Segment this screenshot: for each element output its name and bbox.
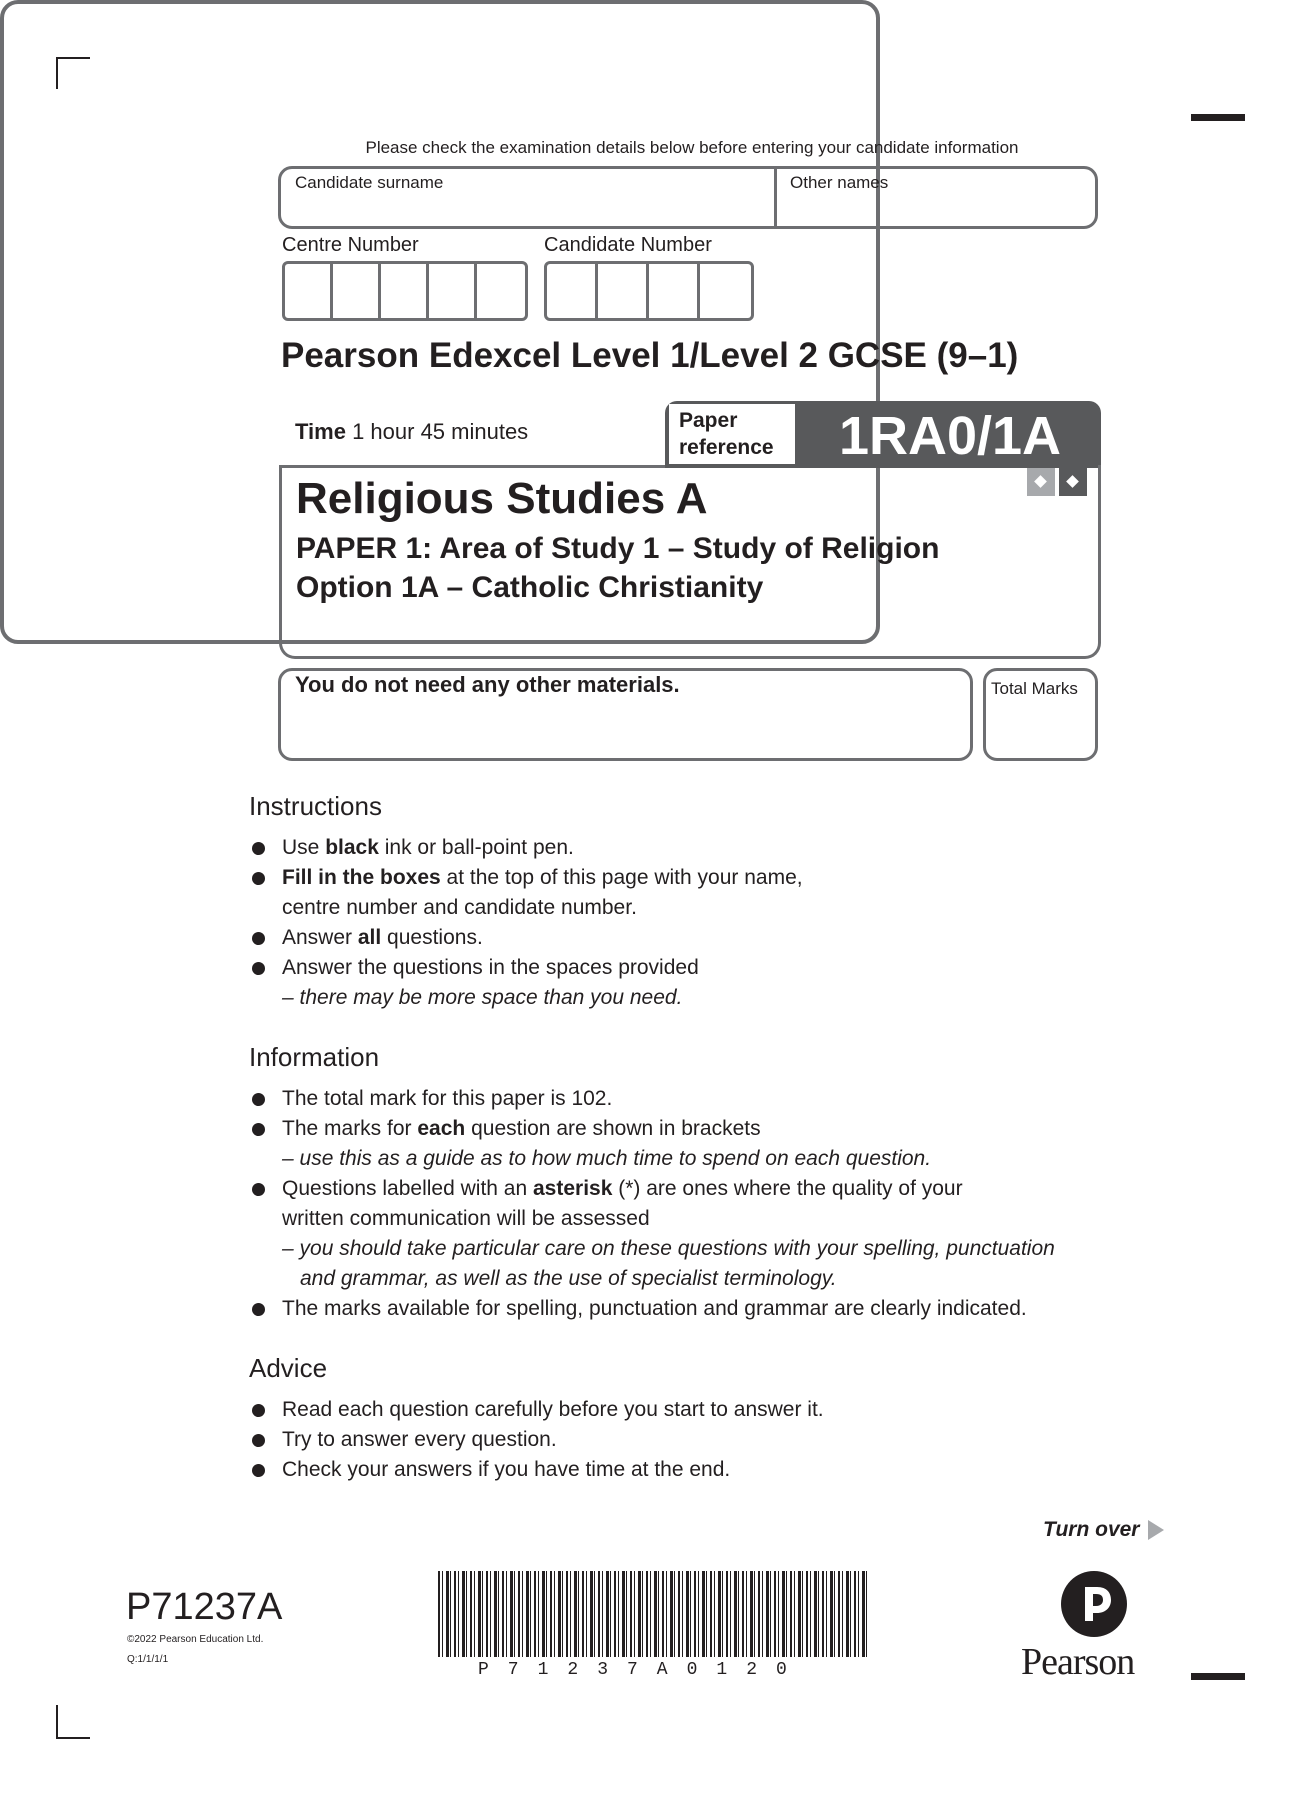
digit-box[interactable] — [547, 264, 598, 318]
ref-label-line1: Paper — [679, 409, 738, 432]
digit-box[interactable] — [649, 264, 700, 318]
surname-field[interactable] — [281, 196, 771, 226]
item-text: ink or ball-point pen. — [378, 836, 574, 859]
paper-prefix: PAPER 1: — [296, 532, 433, 565]
crop-mark — [56, 57, 90, 59]
item-text: Questions labelled with an — [282, 1177, 533, 1200]
digit-box[interactable] — [477, 264, 525, 318]
turn-over-arrow-icon — [1148, 1520, 1164, 1540]
item-bold: each — [417, 1117, 466, 1140]
paper-reference-code: 1RA0/1A — [838, 406, 1062, 466]
item-text: at the top of this page with your name, — [440, 866, 803, 889]
candidate-number-field[interactable] — [544, 261, 754, 321]
paper-reference-label — [669, 404, 795, 464]
paper-title — [296, 532, 939, 566]
item-italic: and grammar, as well as the use of specialist terminology. — [300, 1267, 837, 1290]
item-text: questions. — [381, 926, 483, 949]
digit-box[interactable] — [429, 264, 477, 318]
item-italic: – you should take particular care on these questions with your spelling, punctuation — [282, 1237, 1055, 1260]
crop-mark — [56, 1705, 58, 1739]
list-item — [252, 953, 803, 1013]
information-list — [252, 1084, 1055, 1324]
subject-title: Religious Studies A — [296, 474, 708, 523]
item-bold: asterisk — [533, 1177, 613, 1200]
instructions-heading: Instructions — [249, 791, 382, 821]
item-italic: – use this as a guide as to how much time to spend on each question. — [282, 1147, 932, 1170]
item-text: Answer the questions in the spaces provided — [282, 956, 699, 979]
list-item — [252, 923, 803, 953]
exam-notice: Please check the examination details below before entering your candidate information — [365, 138, 1019, 157]
turn-over-label: Turn over — [1043, 1518, 1140, 1541]
digit-box[interactable] — [285, 264, 333, 318]
item-text: Answer — [282, 926, 358, 949]
centre-number-label: Centre Number — [282, 234, 419, 256]
list-item — [252, 1084, 1055, 1114]
name-divider — [774, 168, 777, 227]
list-item — [252, 863, 803, 923]
paper-code: P71237A — [126, 1586, 283, 1628]
information-heading: Information — [249, 1042, 380, 1072]
registration-bar — [1191, 114, 1245, 121]
materials-text: You do not need any other materials. — [295, 672, 680, 697]
digit-box[interactable] — [700, 264, 751, 318]
crop-mark — [56, 57, 58, 89]
pearson-logo-icon — [1059, 1569, 1129, 1639]
advice-heading: Advice — [249, 1353, 328, 1383]
barcode-image — [438, 1571, 868, 1657]
barcode-text: P71237A0120 — [478, 1660, 806, 1680]
registration-bar — [1191, 1673, 1245, 1680]
time-value: 1 hour 45 minutes — [352, 419, 529, 444]
instructions-list — [252, 833, 803, 1013]
advice-list — [252, 1395, 824, 1485]
item-italic: – there may be more space than you need. — [282, 986, 683, 1009]
list-item — [252, 1114, 1055, 1174]
other-names-field[interactable] — [780, 196, 1094, 226]
item-text: centre number and candidate number. — [282, 896, 637, 919]
subject-box-top — [279, 465, 665, 468]
item-text: The total mark for this paper is 102. — [282, 1087, 613, 1110]
item-bold: black — [325, 836, 379, 859]
item-text: question are shown in brackets — [465, 1117, 761, 1140]
item-text: Use — [282, 836, 326, 859]
item-bold: Fill in the boxes — [282, 866, 441, 889]
diamond-icon — [1059, 468, 1087, 496]
copyright: ©2022 Pearson Education Ltd. — [127, 1634, 264, 1645]
item-text: written communication will be assessed — [282, 1207, 650, 1230]
list-item — [252, 833, 803, 863]
item-text: (*) are ones where the quality of your — [612, 1177, 963, 1200]
list-item: Read each question carefully before you start to answer it. — [252, 1395, 824, 1425]
item-text: The marks available for spelling, punctuation and grammar are clearly indicated. — [282, 1297, 1027, 1320]
centre-number-field[interactable] — [282, 261, 528, 321]
total-marks-label: Total Marks — [991, 679, 1078, 698]
list-item: Try to answer every question. — [252, 1425, 824, 1455]
pearson-wordmark: Pearson — [1021, 1641, 1135, 1683]
digit-box[interactable] — [598, 264, 649, 318]
surname-label: Candidate surname — [295, 173, 444, 192]
turn-over — [1043, 1518, 1139, 1542]
list-item: Check your answers if you have time at the end. — [252, 1455, 824, 1485]
candidate-number-label: Candidate Number — [544, 234, 712, 256]
crop-mark — [56, 1737, 90, 1739]
job-code: Q:1/1/1/1 — [127, 1654, 169, 1665]
other-names-label: Other names — [790, 173, 889, 192]
item-bold: all — [357, 926, 382, 949]
digit-box[interactable] — [381, 264, 429, 318]
paper-rest: Area of Study 1 – Study of Religion — [439, 532, 940, 565]
time-label: Time — [295, 419, 346, 444]
list-item — [252, 1294, 1055, 1324]
digit-box[interactable] — [333, 264, 381, 318]
qualification-title: Pearson Edexcel Level 1/Level 2 GCSE (9–1) — [281, 336, 1019, 375]
ref-label-line2: reference — [679, 436, 774, 459]
list-item — [252, 1174, 1055, 1294]
item-text: The marks for — [282, 1117, 418, 1140]
diamond-icon — [1027, 468, 1055, 496]
option-title: Option 1A – Catholic Christianity — [296, 571, 764, 604]
time-allowed — [295, 419, 528, 445]
